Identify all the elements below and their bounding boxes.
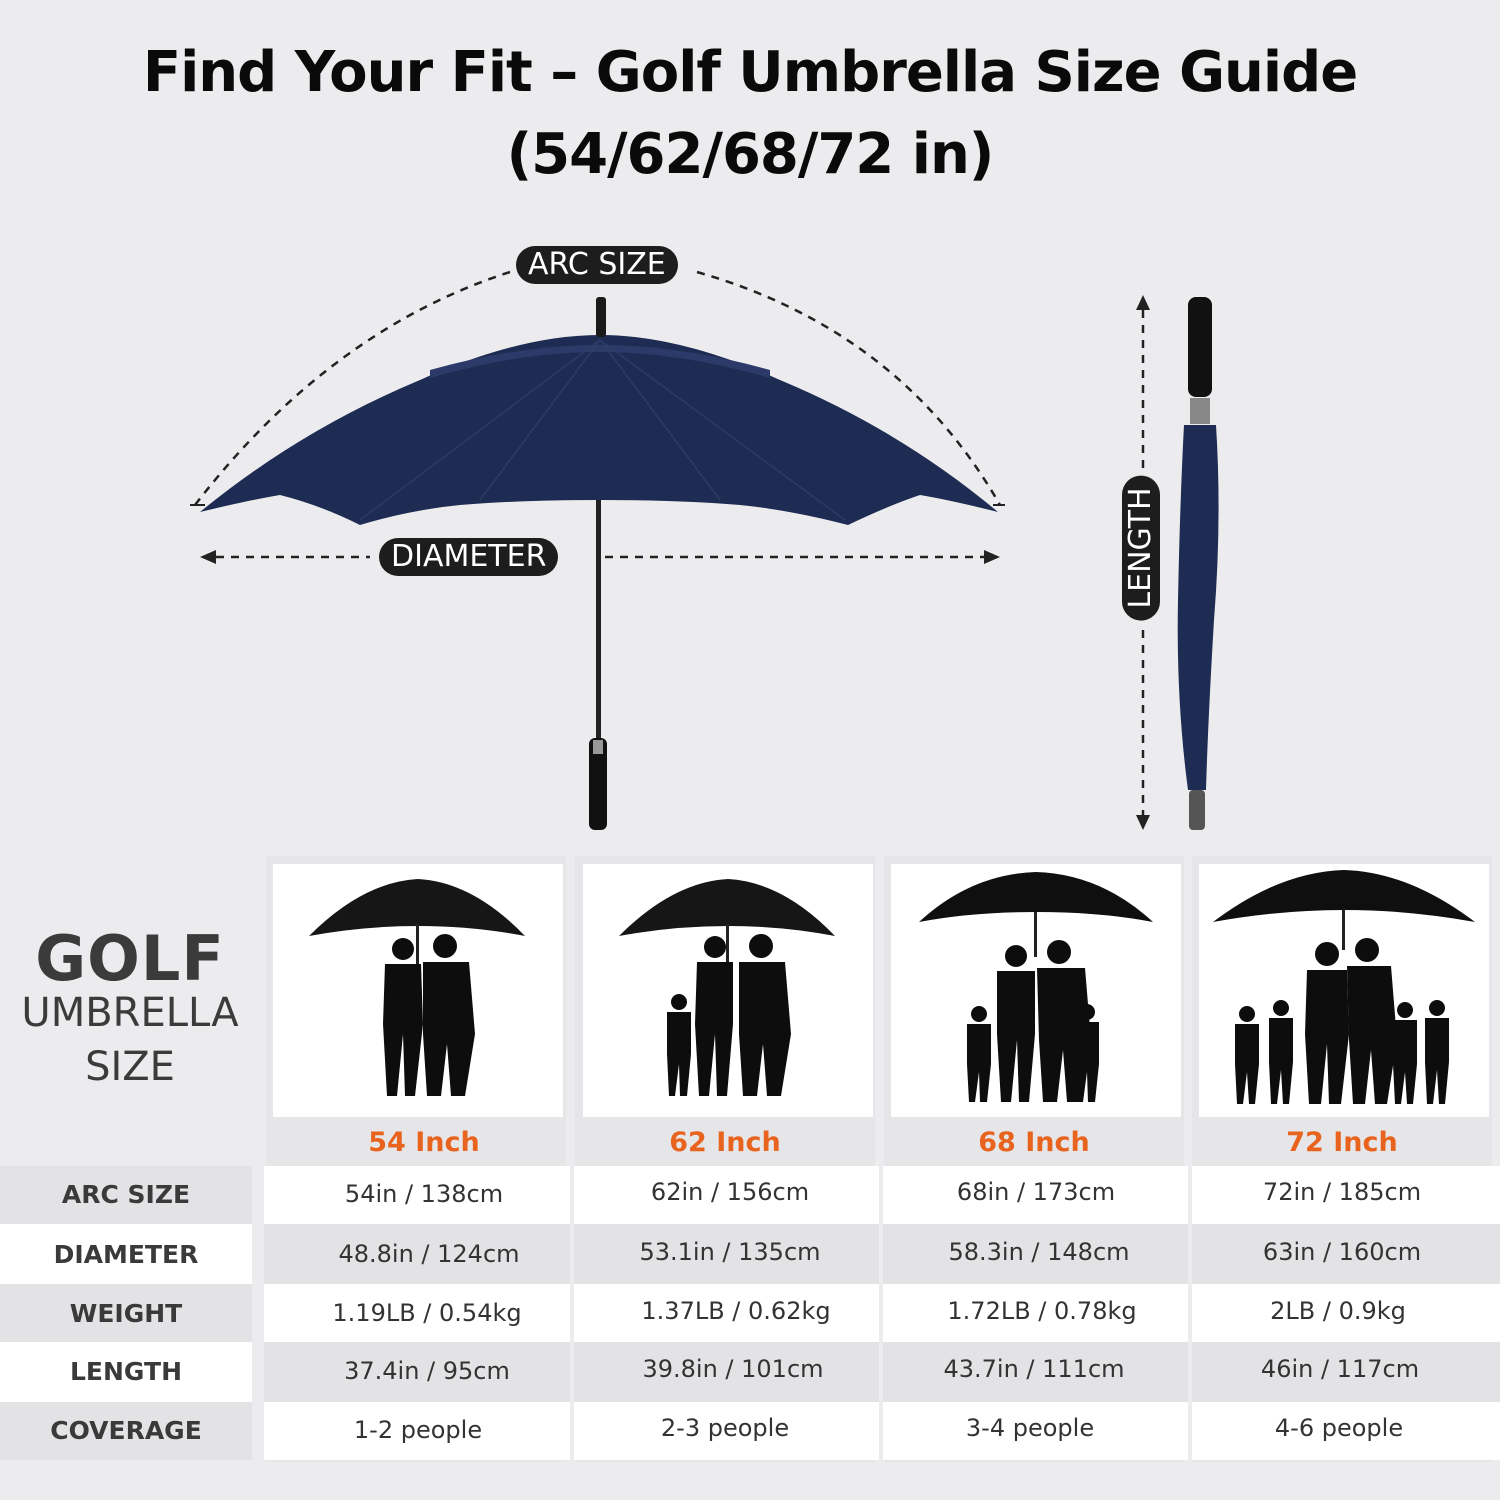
table-cell: 1.19LB / 0.54kg xyxy=(332,1299,522,1327)
table-cell: 72in / 185cm xyxy=(1262,1178,1422,1206)
table-cell: 39.8in / 101cm xyxy=(642,1355,824,1383)
table-cell: 63in / 160cm xyxy=(1262,1238,1422,1266)
umbrella-62-illustration xyxy=(583,864,873,1117)
page-subtitle: (54/62/68/72 in) xyxy=(506,122,994,187)
table-cell: 2-3 people xyxy=(660,1414,790,1442)
page-title: Find Your Fit – Golf Umbrella Size Guide xyxy=(142,40,1358,105)
length-arrow-bottom xyxy=(1136,815,1150,830)
open-umbrella-canopy xyxy=(200,335,998,525)
table-cell: 62in / 156cm xyxy=(650,1178,810,1206)
row-label: DIAMETER xyxy=(53,1240,199,1269)
closed-umbrella-handle xyxy=(1188,297,1212,397)
row-label: LENGTH xyxy=(70,1357,182,1386)
length-label: LENGTH xyxy=(1122,475,1160,620)
row-label: ARC SIZE xyxy=(61,1180,191,1209)
length-arrow-top xyxy=(1136,295,1150,310)
side-title-umbrella: UMBRELLA xyxy=(21,990,239,1036)
table-cell: 58.3in / 148cm xyxy=(948,1238,1130,1266)
umbrella-72-illustration xyxy=(1199,864,1489,1117)
table-cell: 68in / 173cm xyxy=(956,1178,1116,1206)
table-cell: 48.8in / 124cm xyxy=(338,1240,520,1268)
side-title-golf: GOLF xyxy=(35,922,225,995)
arc-size-label: ARC SIZE xyxy=(516,246,678,284)
table-cell: 2LB / 0.9kg xyxy=(1270,1297,1406,1325)
umbrella-68-illustration xyxy=(891,864,1181,1117)
table-cell: 3-4 people xyxy=(965,1414,1095,1442)
column-header: 68 Inch xyxy=(978,1127,1090,1158)
table-cell: 1.37LB / 0.62kg xyxy=(641,1297,831,1325)
table-cell: 1-2 people xyxy=(353,1416,483,1444)
table-cell: 46in / 117cm xyxy=(1260,1355,1420,1383)
table-cell: 4-6 people xyxy=(1274,1414,1404,1442)
table-cell: 37.4in / 95cm xyxy=(344,1357,510,1385)
column-header: 54 Inch xyxy=(368,1127,480,1158)
column-header: 72 Inch xyxy=(1286,1127,1398,1158)
column-header: 62 Inch xyxy=(669,1127,781,1158)
side-title-size: SIZE xyxy=(85,1044,175,1090)
row-label: WEIGHT xyxy=(69,1299,183,1328)
row-label: COVERAGE xyxy=(50,1416,202,1445)
table-cell: 54in / 138cm xyxy=(344,1180,504,1208)
table-cell: 43.7in / 111cm xyxy=(943,1355,1125,1383)
diameter-label: DIAMETER xyxy=(379,538,558,576)
table-cell: 1.72LB / 0.78kg xyxy=(947,1297,1137,1325)
closed-umbrella-body xyxy=(1178,425,1219,790)
table-cell: 53.1in / 135cm xyxy=(639,1238,821,1266)
umbrella-54-illustration xyxy=(273,864,563,1117)
diameter-arrow-left xyxy=(200,550,216,564)
diameter-arrow-right xyxy=(984,550,1000,564)
